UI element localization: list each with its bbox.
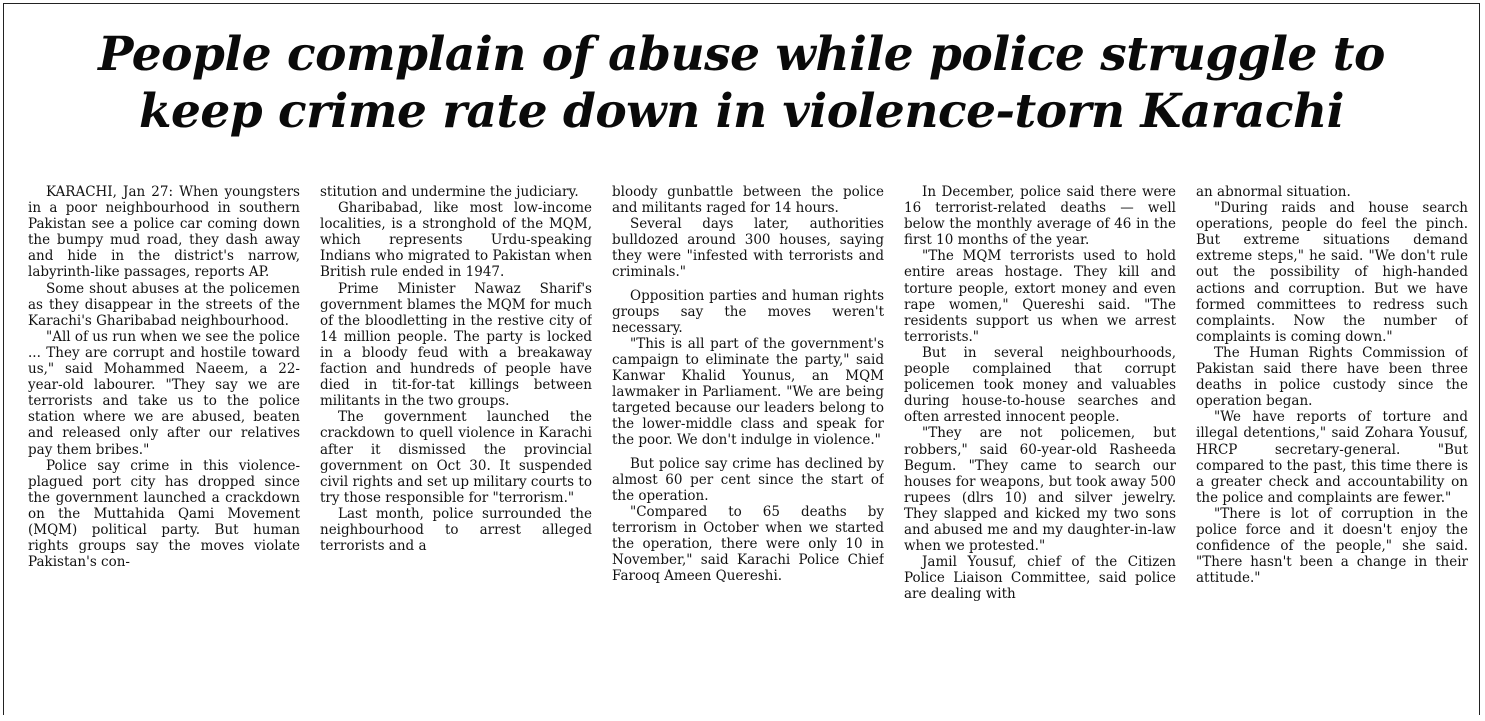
article-paragraph: "They are not policemen, but robbers," said 60-year-old Rasheeda Begum. "They came to search our houses for weapons, but took away 500 rupees (dlrs 10) and silver jewelry. They slapped and kicked my two sons and abused me and my daughter-in-law when we protested."	[904, 425, 1176, 555]
article-column-2	[320, 184, 592, 694]
article-paragraph: Last month, police surrounded the neighbourhood to arrest alleged terrorists and a	[320, 505, 592, 555]
article-paragraph: "The MQM terrorists used to hold entire areas hostage. They kill and torture people, extort money and even rape women," Quereshi said. "The residents support us when we arrest terrorists."	[904, 248, 1176, 345]
article-paragraph: But in several neighbourhoods, people complained that corrupt policemen took money and valuables during house-to-house searches and often arrested innocent people.	[904, 344, 1176, 426]
article-paragraph: KARACHI, Jan 27: When youngsters in a poor neighbourhood in southern Pakistan see a police car coming down the bumpy mud road, they dash away and hide in the district's narrow, labyrinth-like passages, reports AP.	[28, 184, 300, 281]
article-paragraph: Several days later, authorities bulldozed around 300 houses, saying they were "infested with terrorists and criminals."	[612, 216, 884, 281]
article-paragraph: an abnormal situation.	[1196, 184, 1351, 200]
article-paragraph: Some shout abuses at the policemen as they disappear in the streets of the Karachi's Gharibabad neighbourhood.	[28, 280, 300, 329]
article-paragraph: But police say crime has declined by almost 60 per cent since the start of the operation.	[612, 455, 884, 504]
article-paragraph: Opposition parties and human rights groups say the moves weren't necessary.	[612, 287, 884, 336]
article-paragraph: "All of us run when we see the police ... They are corrupt and hostile toward us," said Mohammed Naeem, a 22-year-old labourer. "They say we are terrorists and take us to the police station where we are abused, beaten and released only after our relatives pay them bribes."	[28, 328, 300, 458]
headline-line-1: People complain of abuse while police struggle to	[98, 27, 1385, 82]
article-body	[28, 184, 1474, 694]
headline	[4, 4, 1479, 140]
article-paragraph: The Human Rights Commission of Pakistan said there have been three deaths in police custody since the operation began.	[1196, 344, 1468, 410]
newspaper-clipping	[3, 3, 1480, 715]
article-paragraph: Prime Minister Nawaz Sharif's government blames the MQM for much of the bloodletting in the restive city of 14 million people. The party is locked in a bloody feud with a breakaway faction and hundreds of people have died in tit-for-tat killings between militants in the two groups.	[320, 280, 592, 410]
article-paragraph: "Compared to 65 deaths by terrorism in October when we started the operation, there were only 10 in November," said Karachi Police Chief Farooq Ameen Quereshi.	[612, 503, 884, 585]
headline-line-2: keep crime rate down in violence-torn Karachi	[138, 84, 1345, 139]
article-paragraph: Jamil Yousuf, chief of the Citizen Police Liaison Committee, said police are dealing with	[904, 554, 1176, 603]
article-column-5	[1196, 184, 1468, 694]
article-column-4	[904, 184, 1176, 694]
article-paragraph: "This is all part of the government's campaign to eliminate the party," said Kanwar Khalid Younus, an MQM lawmaker in Parliament. "We are being targeted because our leaders belong to the lower-middle class and speak for the poor. We don't indulge in violence."	[612, 335, 884, 449]
article-paragraph: Police say crime in this violence-plagued port city has dropped since the government launched a crackdown on the Muttahida Qami Movement (MQM) political party. But human rights groups say the moves violate Pakistan's con-	[28, 457, 300, 571]
article-paragraph: "There is lot of corruption in the police force and it doesn't enjoy the confidence of the people," she said. "There hasn't been a change in their attitude."	[1196, 505, 1468, 587]
article-paragraph: In December, police said there were 16 terrorist-related deaths — well below the monthly average of 46 in the first 10 months of the year.	[904, 184, 1176, 249]
article-column-3	[612, 184, 884, 694]
article-paragraph: The government launched the crackdown to quell violence in Karachi after it dismissed the provincial government on Oct 30. It suspended civil rights and set up military courts to try those responsible for "terrorism."	[320, 409, 592, 506]
article-paragraph: "During raids and house search operations, people do feel the pinch. But extreme situations demand extreme steps," he said. "We don't rule out the possibility of high-handed actions and corruption. But we have formed committees to redress such complaints. Now the number of complaints is coming down."	[1196, 200, 1468, 345]
article-paragraph: "We have reports of torture and illegal detentions," said Zohara Yousuf, HRCP secretary-general. "But compared to the past, this time there is a greater check and accountability on the police and complaints are fewer."	[1196, 409, 1468, 506]
article-column-1	[28, 184, 300, 694]
article-paragraph: bloody gunbattle between the police and militants raged for 14 hours.	[612, 184, 884, 217]
article-paragraph: Gharibabad, like most low-income localities, is a stronghold of the MQM, which represents Urdu-speaking Indians who migrated to Pakistan when British rule ended in 1947.	[320, 200, 592, 281]
article-paragraph: stitution and undermine the judiciary.	[320, 184, 579, 200]
